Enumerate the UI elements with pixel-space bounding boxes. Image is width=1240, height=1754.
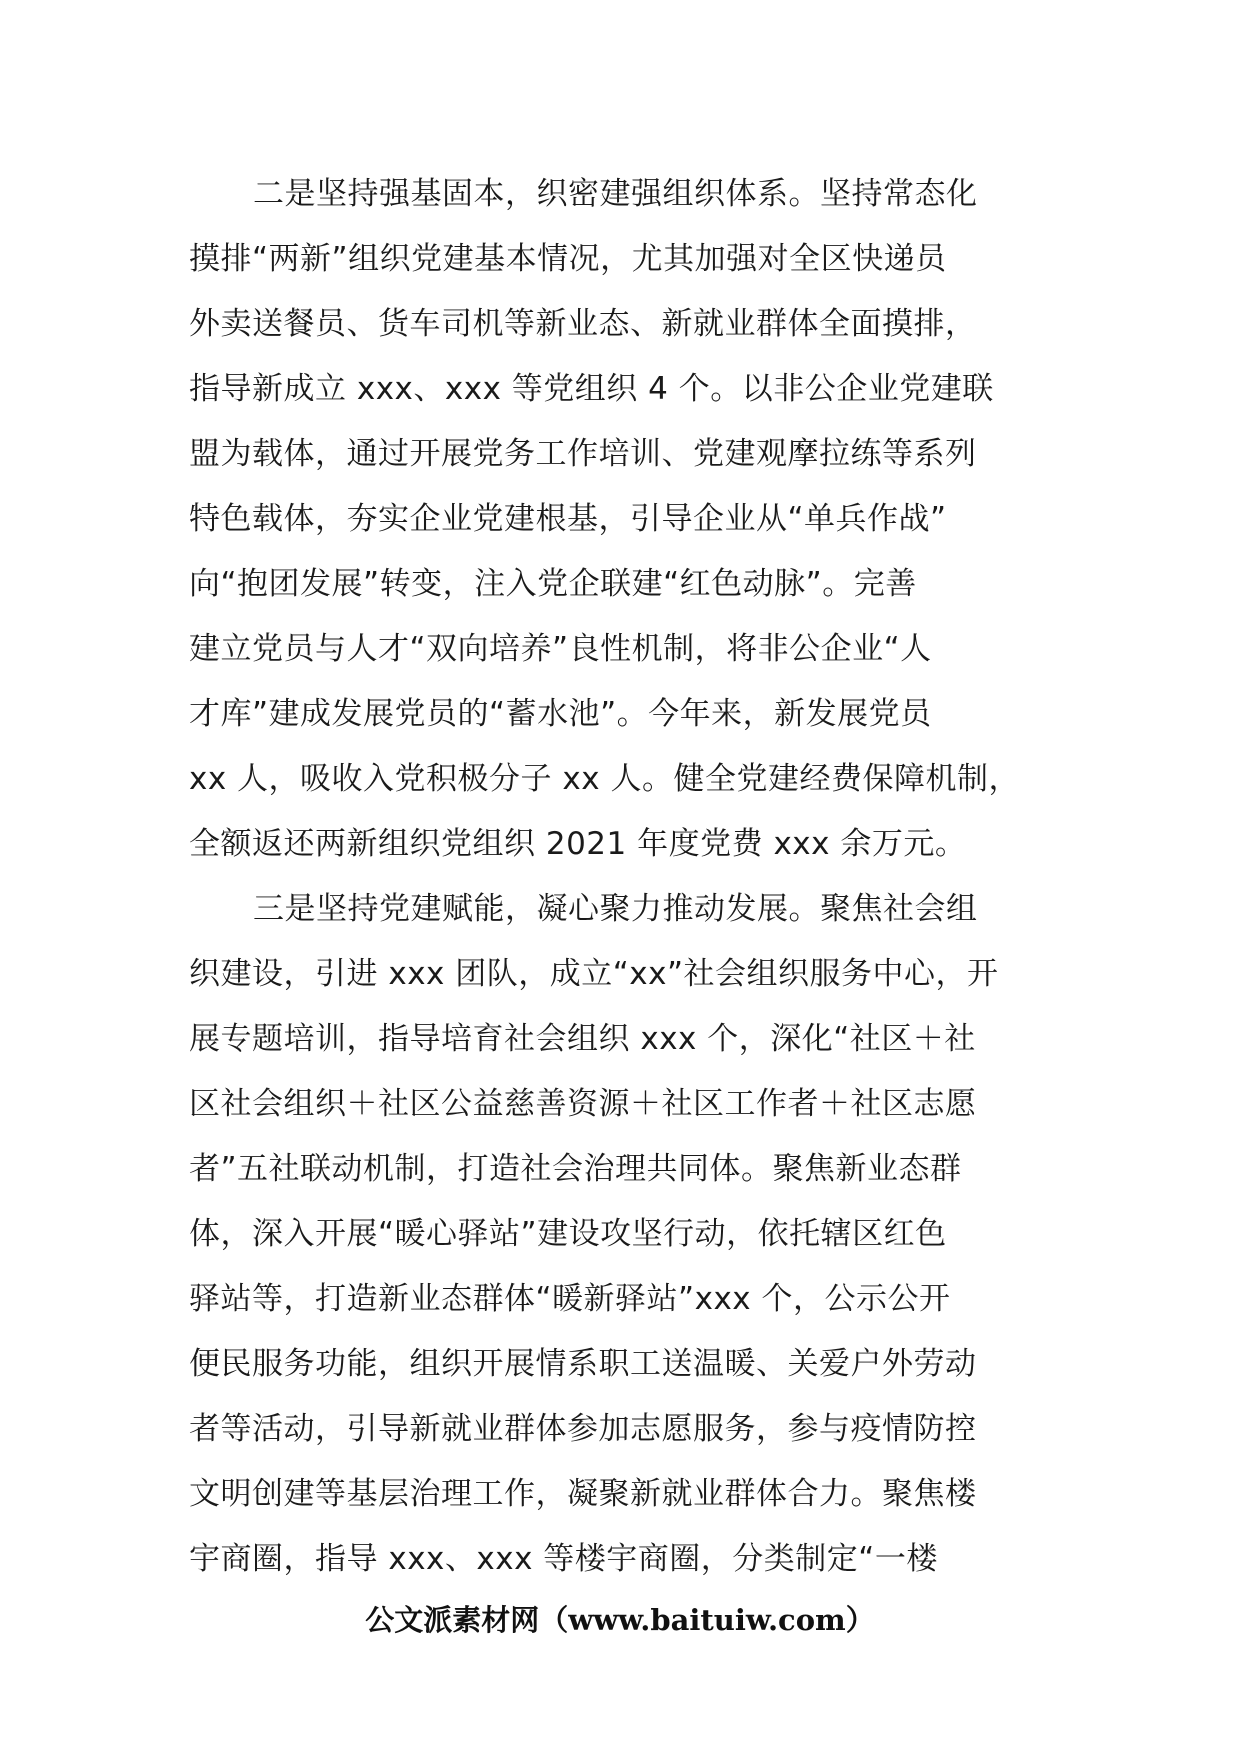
text-line: 者等活动，引导新就业群体参加志愿服务，参与疫情防控 <box>189 1411 977 1447</box>
text-line: 宇商圈，指导 xxx、xxx 等楼宇商圈，分类制定“一楼 <box>189 1541 938 1577</box>
text-line: 二是坚持强基固本，织密建强组织体系。坚持常态化 <box>253 176 978 212</box>
text-line: 便民服务功能，组织开展情系职工送温暖、关爱户外劳动 <box>189 1346 977 1382</box>
document-body <box>189 162 1069 1592</box>
footer-watermark: 公文派素材网（www.baituiw.com） <box>365 1603 875 1637</box>
paragraph-1 <box>189 162 1069 877</box>
paragraph-2 <box>189 877 1069 1592</box>
text-line: 体，深入开展“暖心驿站”建设攻坚行动，依托辖区红色 <box>189 1216 947 1252</box>
text-line: 区社会组织＋社区公益慈善资源＋社区工作者＋社区志愿 <box>189 1086 977 1122</box>
text-line: 盟为载体，通过开展党务工作培训、党建观摩拉练等系列 <box>189 436 977 472</box>
text-line: 建立党员与人才“双向培养”良性机制，将非公企业“人 <box>189 631 932 667</box>
text-line: 外卖送餐员、货车司机等新业态、新就业群体全面摸排， <box>189 306 977 342</box>
text-line: 全额返还两新组织党组织 2021 年度党费 xxx 余万元。 <box>189 826 967 862</box>
text-line: 指导新成立 xxx、xxx 等党组织 4 个。以非公企业党建联 <box>189 371 994 407</box>
text-line: xx 人，吸收入党积极分子 xx 人。健全党建经费保障机制， <box>189 761 1020 797</box>
text-line: 摸排“两新”组织党建基本情况，尤其加强对全区快递员 <box>189 241 947 277</box>
text-line: 者”五社联动机制，打造社会治理共同体。聚焦新业态群 <box>189 1151 962 1187</box>
text-line: 向“抱团发展”转变，注入党企联建“红色动脉”。完善 <box>189 566 917 602</box>
text-line: 展专题培训，指导培育社会组织 xxx 个，深化“社区＋社 <box>189 1021 976 1057</box>
text-line: 三是坚持党建赋能，凝心聚力推动发展。聚焦社会组 <box>253 891 978 927</box>
text-line: 才库”建成发展党员的“蓄水池”。今年来，新发展党员 <box>189 696 932 732</box>
text-line: 文明创建等基层治理工作，凝聚新就业群体合力。聚焦楼 <box>189 1476 977 1512</box>
text-line: 特色载体，夯实企业党建根基，引导企业从“单兵作战” <box>189 501 947 537</box>
text-line: 织建设，引进 xxx 团队，成立“xx”社会组织服务中心，开 <box>189 956 999 992</box>
text-line: 驿站等，打造新业态群体“暖新驿站”xxx 个，公示公开 <box>189 1281 951 1317</box>
